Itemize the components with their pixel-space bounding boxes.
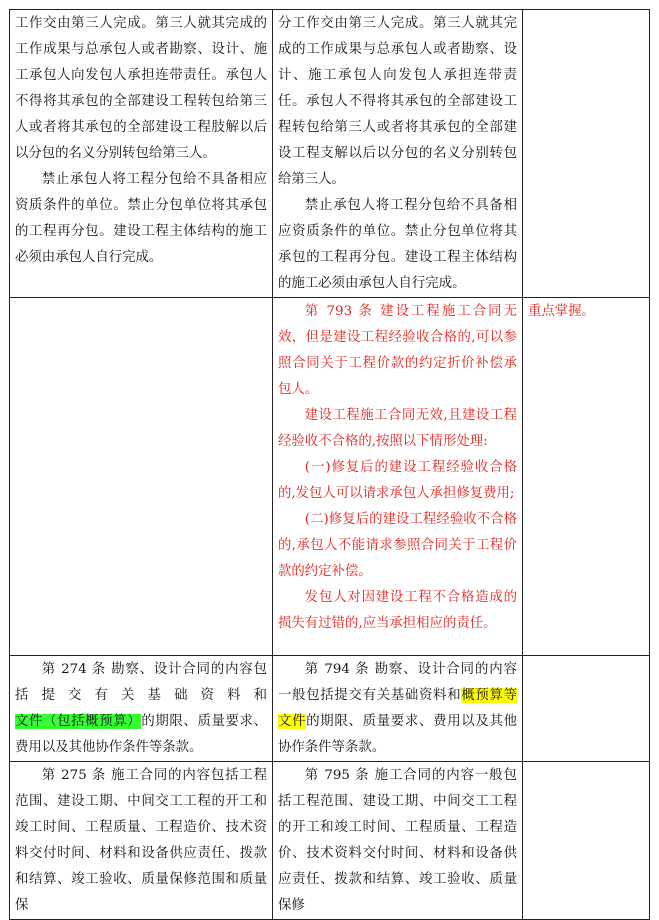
article-793-paragraph: 第 793 条 建设工程施工合同无效，但是建设工程经验收合格的,可以参照合同关于工程价款的约定折价补偿承包人。 [278, 304, 517, 397]
new-article-cell [273, 656, 523, 762]
table-row [10, 10, 650, 298]
old-article-cell [10, 762, 273, 920]
highlighted-text: 概预算等文件 [278, 688, 518, 729]
text-run: 的期限、质量要求、费用以及其他协作条件等条款。 [278, 714, 518, 755]
text-run: 第 274 条 勘察、设计合同的内容包括提交有关基础资料和 [15, 662, 267, 703]
old-article-cell [10, 298, 273, 656]
note-cell [523, 298, 650, 656]
article-275-paragraph: 第 275 条 施工合同的内容包括工程范围、建设工期、中间交工工程的开工和竣工时间、工程质量、工程造价、技术资料交付时间、材料和设备供应责任、拨款和结算、竣工验收、质量保修范围和质量保 [15, 768, 267, 913]
table-row [10, 656, 650, 762]
paragraph: 工作交由第三人完成。第三人就其完成的工作成果与总承包人或者勘察、设计、施工承包人向发包人承担连带责任。承包人不得将其承包的全部建设工程转包给第三人或者将其承包的全部建设工程肢解以后以分包的名义分别转包给第三人。 [15, 16, 267, 161]
table-row [10, 298, 650, 656]
comparison-table [9, 9, 650, 920]
paragraph: 分工作交由第三人完成。第三人就其完成的工作成果与总承包人或者勘察、设计、施工承包人向发包人承担连带责任。承包人不得将其承包的全部建设工程转包给第三人或者将其承包的全部建设工程支解以后以分包的名义分别转包给第三人。 [278, 16, 517, 187]
paragraph: 建设工程施工合同无效,且建设工程经验收不合格的,按照以下情形处理: [278, 408, 517, 449]
paragraph: 禁止承包人将工程分包给不具备相应资质条件的单位。禁止分包单位将其承包的工程再分包。建设工程主体结构的施工必须由承包人自行完成。 [278, 198, 517, 291]
paragraph: (二)修复后的建设工程经验收不合格的,承包人不能请求参照合同关于工程价款的约定补偿。 [278, 512, 517, 579]
note-cell [523, 10, 650, 298]
paragraph: (一)修复后的建设工程经验收合格的,发包人可以请求承包人承担修复费用; [278, 460, 517, 501]
text-run: 第 794 条 勘察、设计合同的内容一般包括提交有关基础资料和 [278, 662, 517, 703]
note-cell [523, 762, 650, 920]
note-text: 重点掌握。 [528, 304, 595, 319]
new-article-cell [273, 298, 523, 656]
paragraph: 禁止承包人将工程分包给不具备相应资质条件的单位。禁止分包单位将其承包的工程再分包。建设工程主体结构的施工必须由承包人自行完成。 [15, 172, 267, 265]
note-cell [523, 656, 650, 762]
article-795-paragraph: 第 795 条 施工合同的内容一般包括工程范围、建设工期、中间交工工程的开工和竣工时间、工程质量、工程造价、技术资料交付时间、材料和设备供应责任、拨款和结算、竣工验收、质量保修 [278, 768, 517, 913]
new-article-cell [273, 762, 523, 920]
highlighted-text: 文件（包括概预算） [15, 714, 142, 729]
old-article-cell [10, 10, 273, 298]
table-row [10, 762, 650, 920]
article-794-paragraph [278, 657, 517, 761]
article-274-paragraph [15, 657, 267, 761]
old-article-cell [10, 656, 273, 762]
paragraph: 发包人对因建设工程不合格造成的损失有过错的,应当承担相应的责任。 [278, 590, 517, 631]
text-run: 的期限、质量要求、费用以及其他协作条件等条款。 [15, 714, 268, 755]
new-article-cell [273, 10, 523, 298]
